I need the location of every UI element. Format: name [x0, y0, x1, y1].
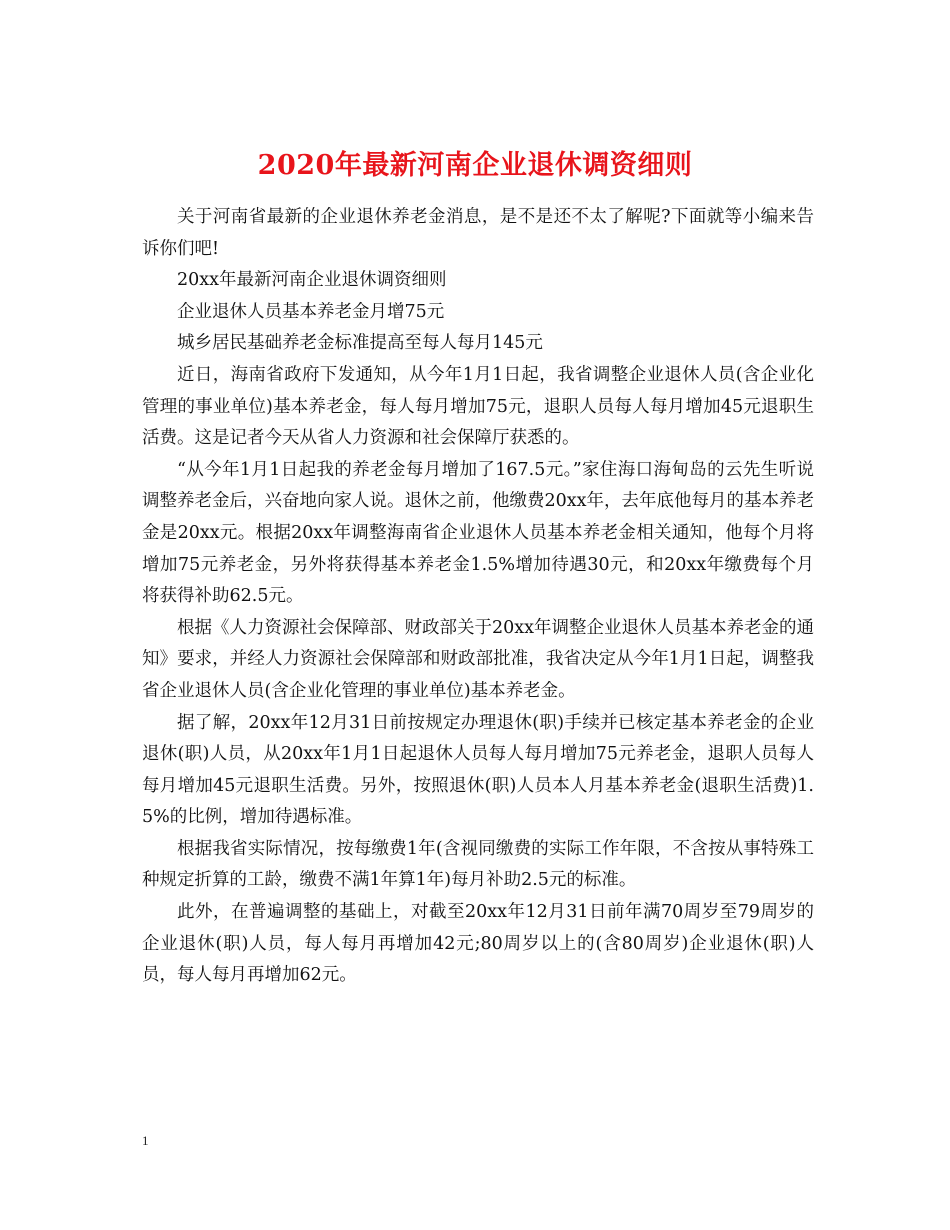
paragraph-notice: 根据《人力资源社会保障部、财政部关于20xx年调整企业退休人员基本养老金的通知》要求，并经人力资源社会保障部和财政部批准，我省决定从今年1月1日起，调整我省企业退休人员(含企业化管理的事业单位)基本养老金。 — [142, 617, 815, 701]
paragraph-quote: “从今年1月1日起我的养老金每月增加了167.5元。”家住海口海甸岛的云先生听说调整养老金后，兴奋地向家人说。退休之前，他缴费20xx年，去年底他每月的基本养老金是20xx元。根据20xx年调整海南省企业退休人员基本养老金相关通知，他每个月将增加75元养老金，另外将获得基本养老金1.5%增加待遇30元，和20xx年缴费每个月将获得补助62.5元。 — [142, 459, 815, 607]
paragraph-headline-2: 城乡居民基础养老金标准提高至每人每月145元 — [177, 333, 543, 354]
paragraph-age-bonus: 此外，在普遍调整的基础上，对截至20xx年12月31日前年满70周岁至79周岁的企业退休(职)人员，每人每月再增加42元;80周岁以上的(含80周岁)企业退休(职)人员，每人每月再增加62元。 — [142, 902, 814, 986]
paragraph-intro: 关于河南省最新的企业退休养老金消息，是不是还不太了解呢?下面就等小编来告诉你们吧! — [142, 207, 814, 259]
paragraph-subsidy: 根据我省实际情况，按每缴费1年(含视同缴费的实际工作年限，不含按从事特殊工种规定折算的工龄，缴费不满1年算1年)每月补助2.5元的标准。 — [142, 838, 814, 891]
paragraph-subtitle: 20xx年最新河南企业退休调资细则 — [177, 270, 447, 291]
paragraph-news: 近日，海南省政府下发通知，从今年1月1日起，我省调整企业退休人员(含企业化管理的事业单位)基本养老金，每人每月增加75元，退职人员每人每月增加45元退职生活费。这是记者今天从省人力资源和社会保障厅获悉的。 — [142, 364, 814, 449]
document-title: 2020年最新河南企业退休调资细则 — [257, 150, 693, 182]
document-body — [142, 202, 814, 992]
paragraph-headline-1: 企业退休人员基本养老金月增75元 — [177, 301, 445, 322]
paragraph-details: 据了解，20xx年12月31日前按规定办理退休(职)手续并已核定基本养老金的企业退休(职)人员，从20xx年1月1日起退休人员每人每月增加75元养老金，退职人员每人每月增加45元退职生活费。另外，按照退休(职)人员本人月基本养老金(退职生活费)1.5%的比例，增加待遇标准。 — [142, 712, 814, 828]
page-number: 1 — [142, 1133, 149, 1148]
